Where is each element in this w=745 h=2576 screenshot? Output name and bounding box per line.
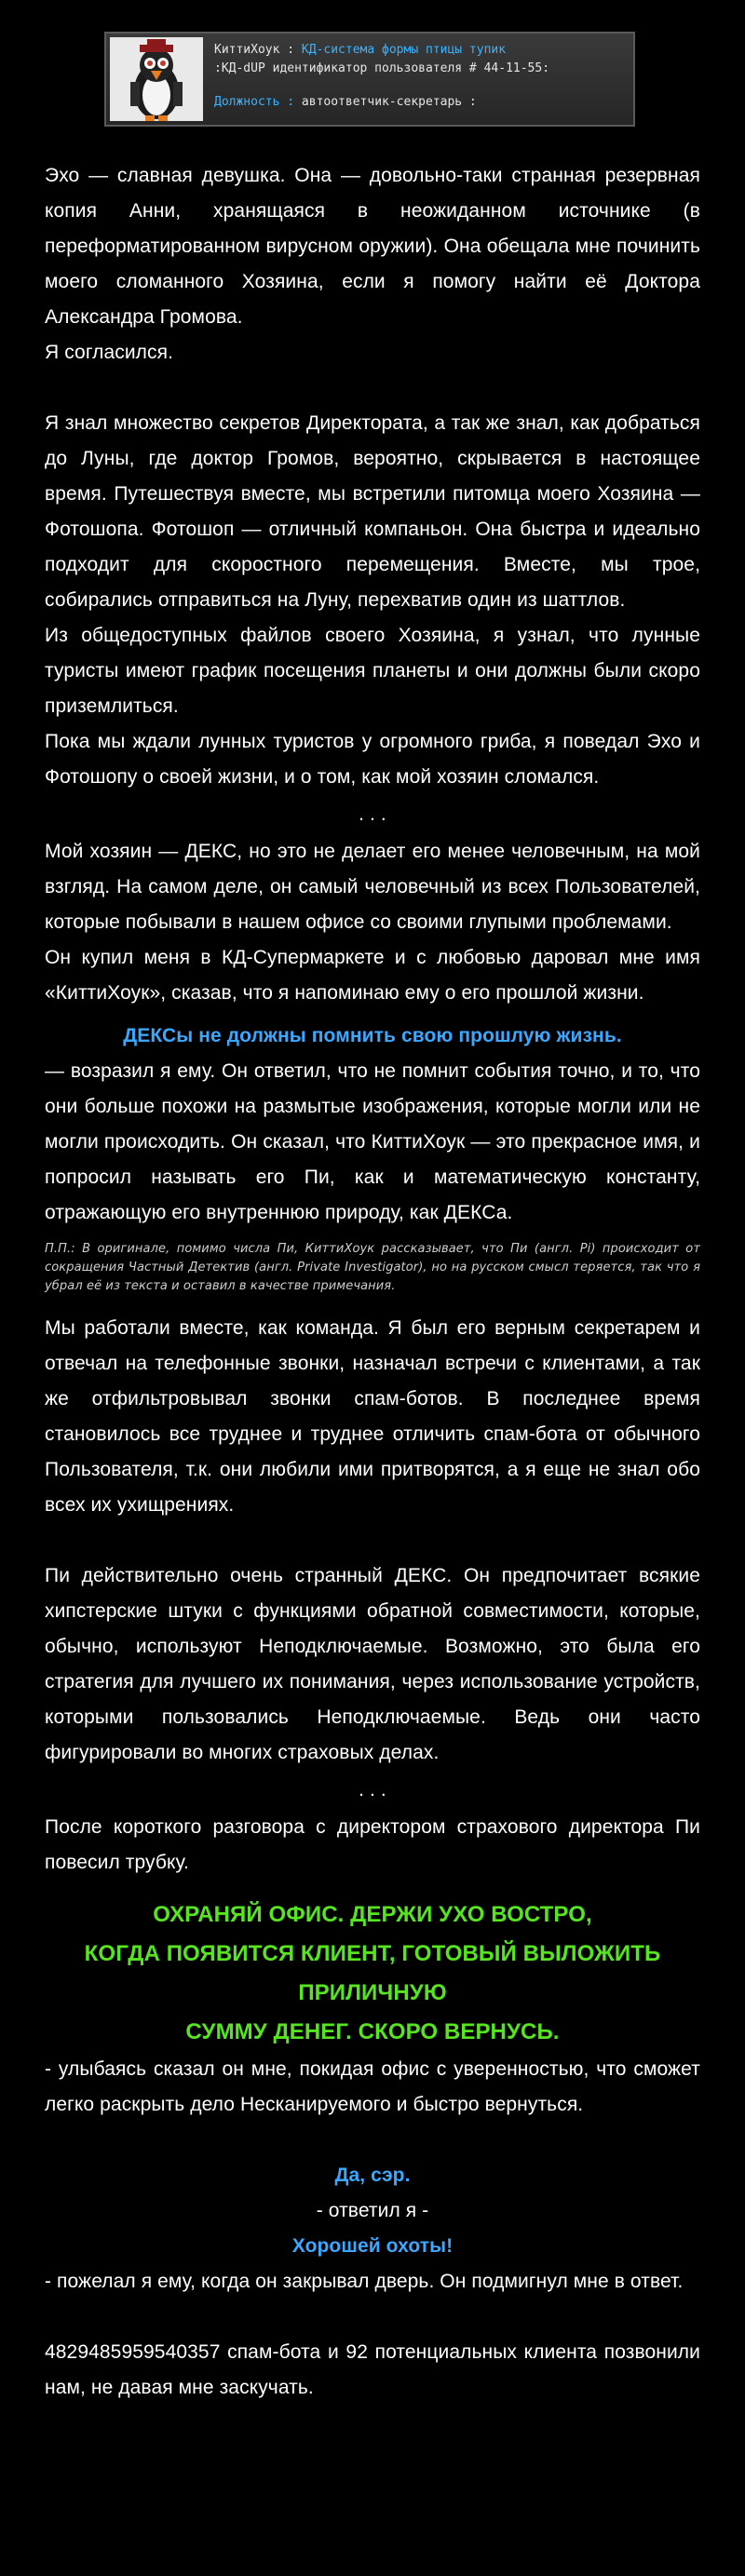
paragraph: Я знал множество секретов Директората, а так же знал, как добраться до Луны, где доктор Громов, вероятно, скрывается в настоящее время. Путешествуя вместе, мы встретили питомца моего Хозяина — Фотошопа. Фотошоп — отличный компаньон. Она быстра и идеально подходит для скоростного перемещения. Вместе, мы трое, собирались отправиться на Луну, перехватив один из шаттлов. (45, 412, 700, 611)
dialogue-heading: ДЕКСы не должны помнить свою прошлую жизнь. (123, 1025, 622, 1046)
boss-quote-line: СУММУ ДЕНЕГ. СКОРО ВЕРНУСЬ. (185, 2019, 560, 2044)
position-label: Должность : (214, 95, 295, 109)
id-line (214, 60, 626, 78)
translator-note: П.П.: В оригинале, помимо числа Пи, КиттиХоук рассказывает, что Пи (англ. Pi) происходит от сокращения Частный Детектив (англ. Private Investigator), но на русском смысл теряется, так что я убрал её из текста и оставил в качестве примечания. (45, 1242, 700, 1293)
story-text (45, 158, 700, 2406)
paragraph: - пожелал я ему, когда он закрывал дверь. Он подмигнул мне в ответ. (45, 2271, 684, 2292)
reply-line: Хорошей охоты! (291, 2235, 454, 2257)
boss-quote-line: ОХРАНЯЙ ОФИС. ДЕРЖИ УХО ВОСТРО, (153, 1902, 592, 1927)
paragraph: Пи действительно очень странный ДЕКС. Он предпочитает всякие хипстерские штуки с функциями обратной совместимости, которые, обычно, используют Неподключаемые. Возможно, это была его стратегия для лучшего их понимания, через использование устройств, которыми пользовались Неподключаемые. Ведь они часто фигурировали во многих страховых делах. (45, 1565, 700, 1763)
position-line (214, 93, 626, 112)
paragraph: Из общедоступных файлов своего Хозяина, я узнал, что лунные туристы имеют график посещения планеты и они должны были скоро приземлиться. (45, 625, 700, 717)
paragraph: - улыбаясь сказал он мне, покидая офис с уверенностью, что сможет легко раскрыть дело Несканируемого и быстро вернуться. (45, 2058, 700, 2115)
reply-attribution: - ответил я - (316, 2200, 429, 2221)
id-text: :КД-dUP идентификатор пользователя # 44-11-55: (214, 61, 550, 75)
paragraph: Я согласился. (45, 342, 174, 363)
paragraph: Он купил меня в КД-Супермаркете и с любовью даровал мне имя «КиттиХоук», сказав, что я напоминаю ему о его прошлой жизни. (45, 947, 700, 1004)
paragraph: — возразил я ему. Он ответил, что не помнит события точно, и то, что они больше похожи на размытые изображения, которые могли или не могли происходить. Он сказал, что КиттиХоук — это прекрасное имя, и попросил называть его Пи, как и математическую константу, отражающую его внутреннюю природу, как ДЕКСа. (45, 1060, 700, 1223)
paragraph: Эхо — славная девушка. Она — довольно-таки странная резервная копия Анни, хранящаяся в неожиданном источнике (в переформатированном вирусном оружии). Она обещала мне починить моего сломанного Хозяина, если я помогу найти её Доктора Александра Громова. (45, 165, 700, 328)
name-line (214, 41, 626, 60)
paragraph: Мой хозяин — ДЕКС, но это не делает его менее человечным, на мой взгляд. На самом деле, он самый человечный из всех Пользователей, которые побывали в нашем офисе со своими глупыми проблемами. (45, 841, 700, 933)
paragraph: После короткого разговора с директором страхового директора Пи повесил трубку. (45, 1816, 700, 1873)
section-separator: . . . (359, 1779, 386, 1801)
reply-line: Да, сэр. (334, 2165, 411, 2186)
name-value: КД-система формы птицы тупик (301, 43, 507, 57)
profile-header-card (104, 32, 635, 127)
paragraph: 4829485959540357 спам-бота и 92 потенциальных клиента позвонили нам, не давая мне заскучать. (45, 2341, 700, 2398)
position-value: автоответчик-секретарь : (301, 95, 477, 109)
header-text (214, 41, 626, 112)
avatar (110, 37, 203, 121)
name-label: КиттиХоук : (214, 43, 295, 57)
paragraph: Пока мы ждали лунных туристов у огромного гриба, я поведал Эхо и Фотошопу о своей жизни, и о том, как мой хозяин сломался. (45, 731, 700, 788)
boss-quote (45, 1895, 700, 2052)
paragraph: Мы работали вместе, как команда. Я был его верным секретарем и отвечал на телефонные звонки, назначал встречи с клиентами, а так же отфильтровывал звонки спам-ботов. В последнее время становилось все труднее и труднее отличить спам-бота от обычного Пользователя, т.к. они любили ими притворятся, а я еще не знал обо всех их ухищрениях. (45, 1317, 700, 1516)
boss-quote-line: КОГДА ПОЯВИТСЯ КЛИЕНТ, ГОТОВЫЙ ВЫЛОЖИТЬ ПРИЛИЧНУЮ (84, 1941, 661, 2005)
puffin-robot-icon (110, 37, 203, 121)
section-separator: . . . (359, 803, 386, 825)
